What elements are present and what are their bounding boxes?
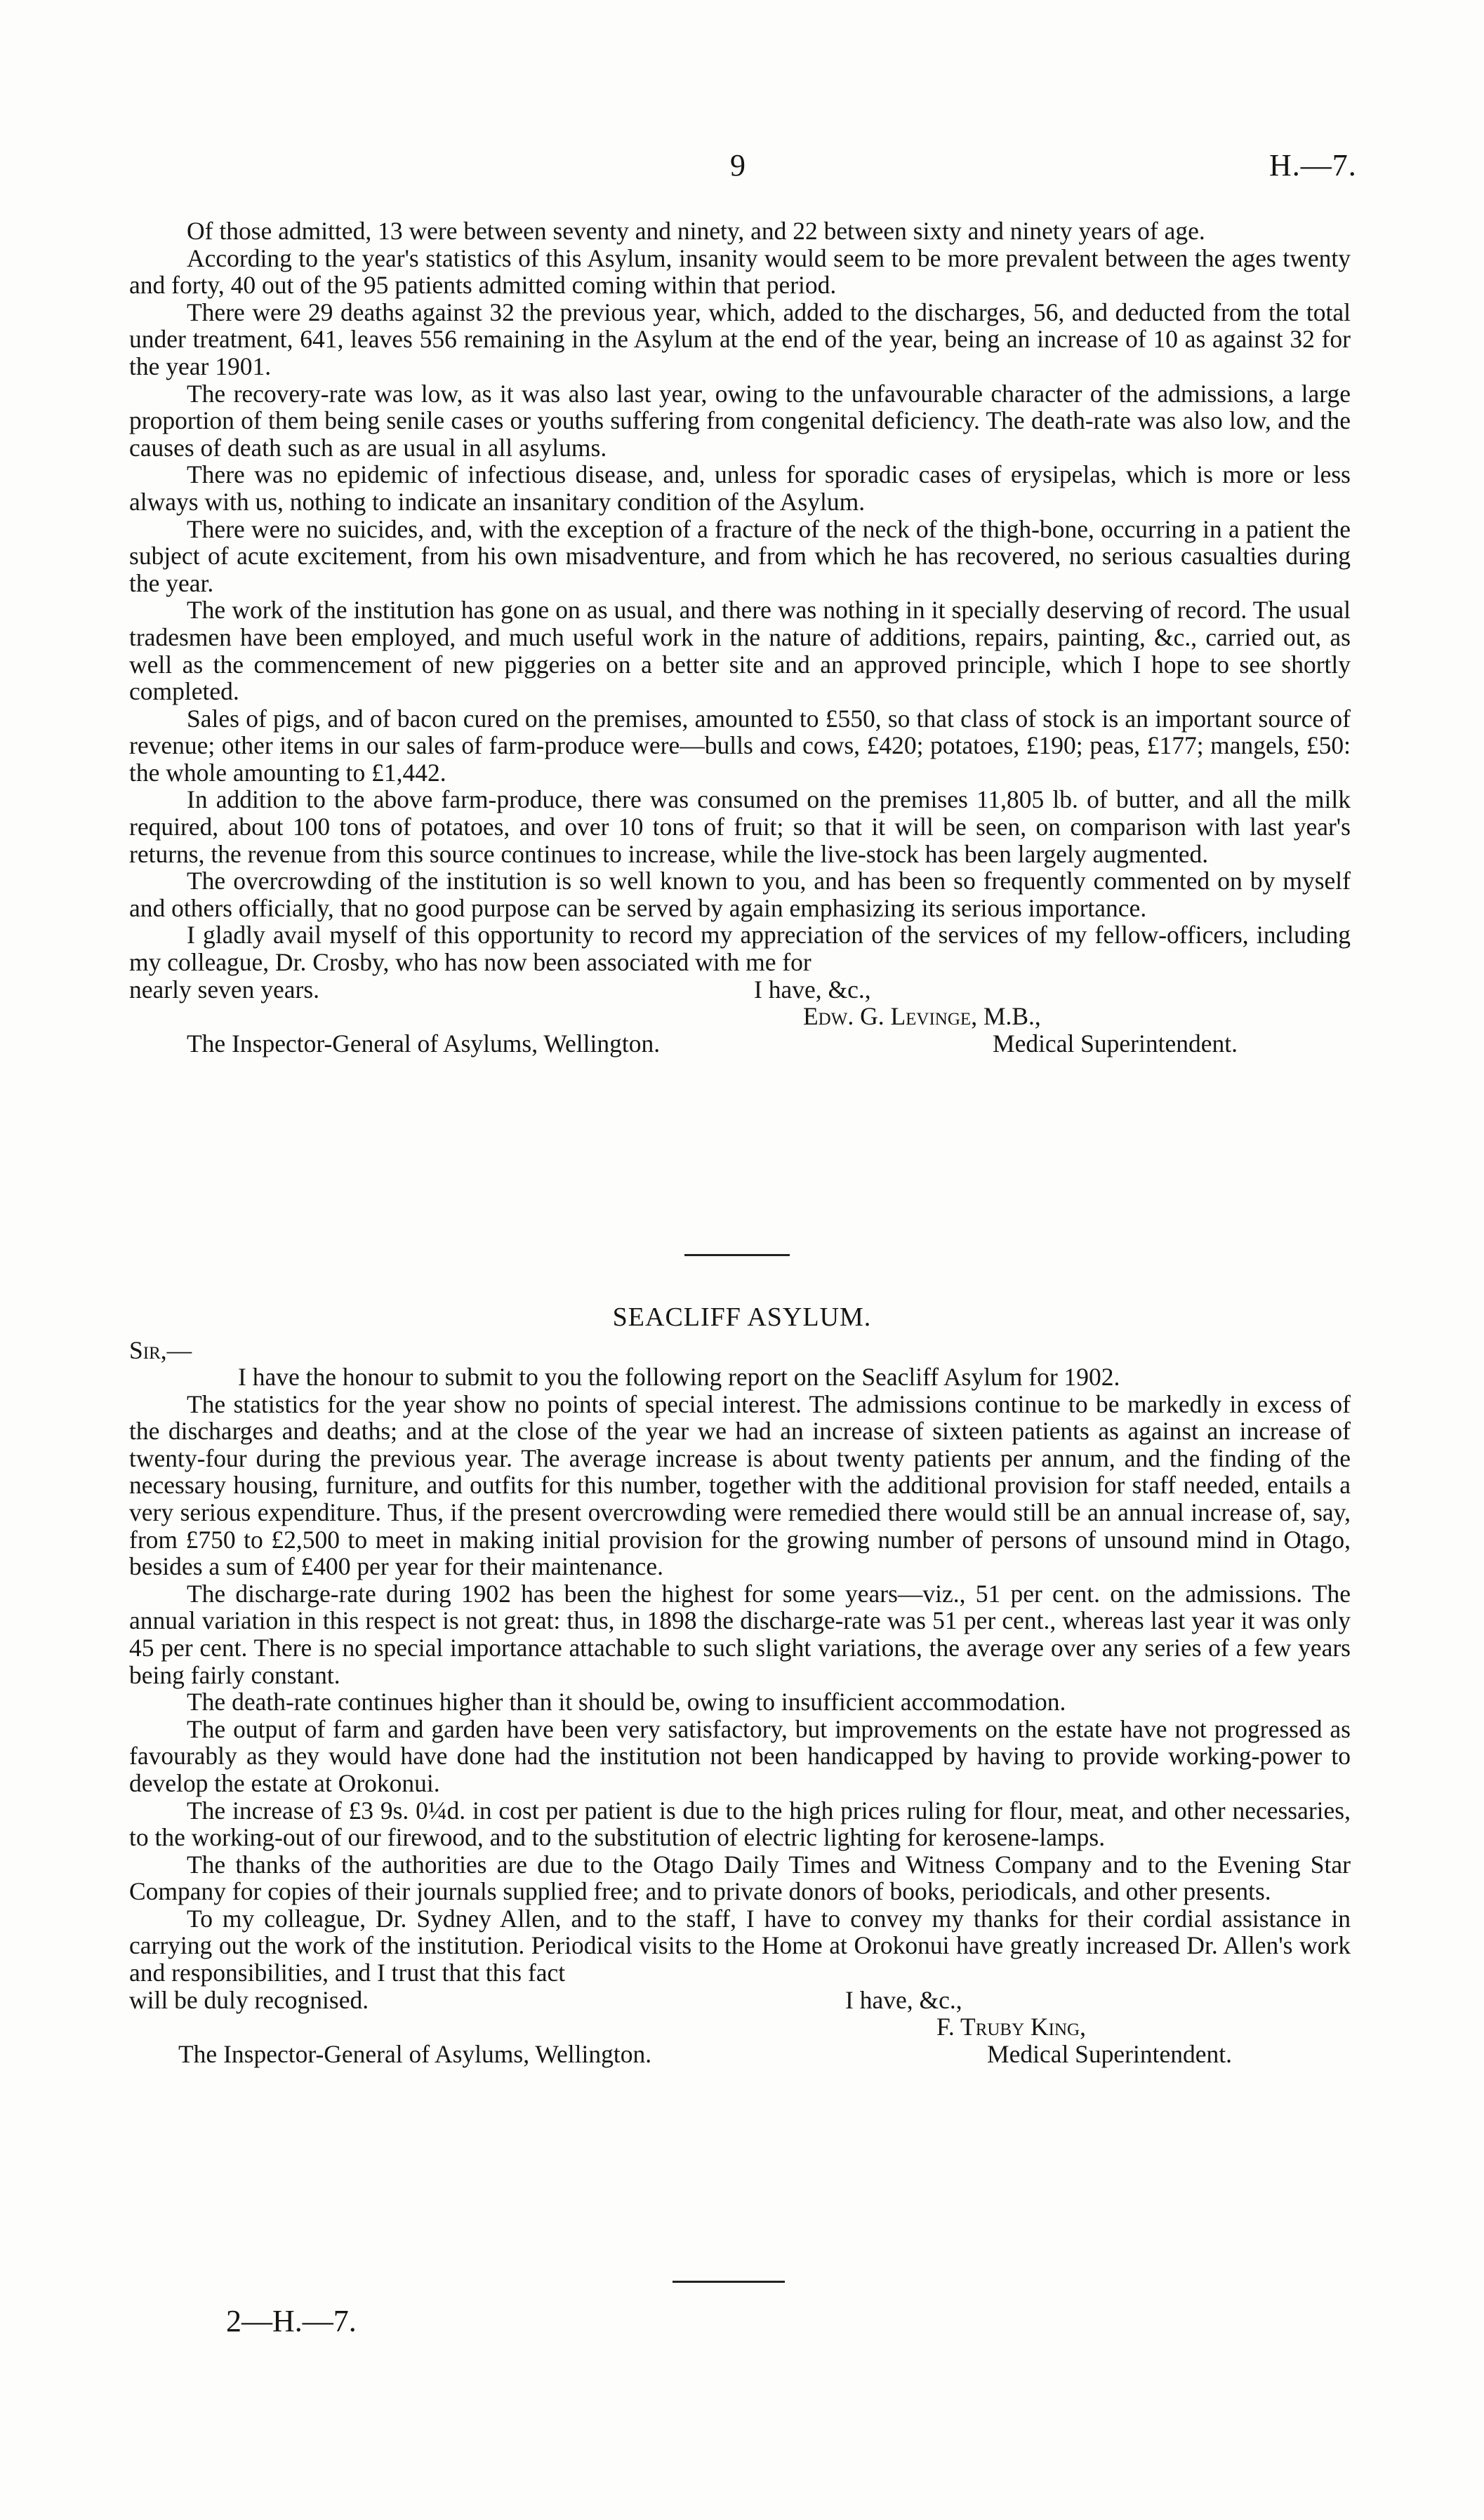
page-number: 9 bbox=[730, 148, 746, 182]
paragraph: There were no suicides, and, with the exception of a fracture of the neck of the thigh-bone, occurring in a patient the subject of acute excitement, from his own misadventure, and from which he has recovered, no serious casualties during the year. bbox=[129, 514, 1351, 597]
closing: I have, &c., bbox=[754, 975, 871, 1004]
signature-mark: 2—H.—7. bbox=[226, 2304, 357, 2338]
paragraph: In addition to the above farm-produce, there was consumed on the premises 11,805 lb. of butter, and all the milk required, about 100 tons of potatoes, and over 10 tons of fruit; so that it will be seen, on comparison with last year's returns, the revenue from this source continues to increase, while the live-stock has been largely augmented. bbox=[129, 785, 1351, 868]
paragraph: There were 29 deaths against 32 the previous year, which, added to the discharges, 56, and deducted from the total under treatment, 641, leaves 556 remaining in the Asylum at the end of the year, being an increase of 10 as against 32 for the year 1901. bbox=[129, 298, 1351, 380]
paragraph: The increase of £3 9s. 0¼d. in cost per patient is due to the high prices ruling for flour, meat, and other necessaries, to the working-out of our firewood, and to the substitution of electric lighting for kerosene-lamps. bbox=[129, 1796, 1351, 1852]
signatory-degree: , bbox=[1080, 2013, 1086, 2041]
signatory-degree: , M.B., bbox=[971, 1002, 1041, 1031]
paragraph: The thanks of the authorities are due to the Otago Daily Times and Witness Company and to the Evening Star Company for copies of their journals supplied free; and to private donors of books, periodicals, and other presents. bbox=[129, 1850, 1351, 1906]
document-reference: H.—7. bbox=[1269, 148, 1357, 182]
closing-row bbox=[129, 1987, 1351, 2014]
signatory-title: Medical Superintendent. bbox=[987, 2039, 1232, 2068]
signatory-row bbox=[129, 1003, 1351, 1030]
section-title: SEACLIFF ASYLUM. bbox=[612, 1302, 872, 1332]
closing-line-start: will be duly recognised. bbox=[129, 1985, 369, 2014]
paragraph: Of those admitted, 13 were between seventy and ninety, and 22 between sixty and ninety years of age. bbox=[187, 217, 1205, 245]
signatory-title: Medical Superintendent. bbox=[993, 1029, 1238, 1058]
paragraph: There was no epidemic of infectious disease, and, unless for sporadic cases of erysipelas, which is more or less always with us, nothing to indicate an insanitary condition of the Asylum. bbox=[129, 460, 1351, 516]
asylum-report-body bbox=[129, 218, 1351, 1057]
paragraph: I have the honour to submit to you the following report on the Seacliff Asylum for 1902. bbox=[238, 1363, 1120, 1391]
paragraph: The statistics for the year show no points of special interest. The admissions continue to be markedly in excess of the discharges and deaths; and at the close of the year we had an increase of sixteen patients as against an increase of twenty-four during the previous year. The average increase is about twenty patients per annum, and the finding of the necessary housing, furniture, and outfits for this number, together with the additional provision for staff needed, entails a very serious expenditure. Thus, if the present overcrowding were remedied there would still be an annual increase of, say, from £750 to £2,500 to meet in making initial provision for the growing number of persons of unsound mind in Otago, besides a sum of £400 per year for their maintenance. bbox=[129, 1389, 1351, 1581]
paragraph: The overcrowding of the institution is so well known to you, and has been so frequently commented on by myself and others officially, that no good purpose can be served by again emphasizing its serious importance. bbox=[129, 867, 1351, 922]
end-divider bbox=[673, 2281, 785, 2283]
signatory-name: F. Truby King bbox=[936, 2013, 1080, 2041]
paragraph: The death-rate continues higher than it should be, owing to insufficient accommodation. bbox=[187, 1688, 1066, 1716]
addressee-row bbox=[129, 1030, 1351, 1058]
salutation: Sir,— bbox=[129, 1336, 192, 1364]
paragraph: According to the year's statistics of this Asylum, insanity would seem to be more prevalent between the ages twenty and forty, 40 out of the 95 patients admitted coming within that period. bbox=[129, 244, 1351, 300]
signatory bbox=[936, 2013, 1086, 2041]
closing-line-start: nearly seven years. bbox=[129, 975, 320, 1004]
signatory-name: Edw. G. Levinge bbox=[803, 1002, 972, 1031]
paragraph: To my colleague, Dr. Sydney Allen, and to the staff, I have to convey my thanks for their cordial assistance in carrying out the work of the institution. Periodical visits to the Home at Orokonui have greatly increased Dr. Allen's work and responsibilities, and I trust that this fact bbox=[129, 1904, 1351, 1987]
closing: I have, &c., bbox=[845, 1985, 962, 2014]
paragraph: The recovery-rate was low, as it was also last year, owing to the unfavourable character of the admissions, a large proportion of them being senile cases or youths suffering from congenital deficiency. The death-rate was also low, and the causes of death such as are usual in all asylums. bbox=[129, 379, 1351, 462]
addressee: The Inspector-General of Asylums, Wellington. bbox=[187, 1029, 661, 1058]
signatory bbox=[803, 1003, 1041, 1030]
paragraph: The work of the institution has gone on as usual, and there was nothing in it specially deserving of record. The usual tradesmen have been employed, and much useful work in the nature of additions, repairs, painting, &c., carried out, as well as the commencement of new piggeries on a better site and an approved principle, which I hope to see shortly completed. bbox=[129, 596, 1351, 706]
addressee-row bbox=[129, 2041, 1351, 2068]
signatory-row bbox=[129, 2013, 1351, 2041]
addressee: The Inspector-General of Asylums, Wellington. bbox=[178, 2039, 652, 2068]
paragraph: The output of farm and garden have been very satisfactory, but improvements on the estate have not progressed as favourably as they would have done had the institution not been handicapped by having to provide working-power to develop the estate at Orokonui. bbox=[129, 1714, 1351, 1797]
closing-row bbox=[129, 976, 1351, 1004]
paragraph: The discharge-rate during 1902 has been the highest for some years—viz., 51 per cent. on the admissions. The annual variation in this respect is not great: thus, in 1898 the discharge-rate was 51 per cent., whereas last year it was only 45 per cent. There is no special importance attachable to such slight variations, the average over any series of a few years being fairly constant. bbox=[129, 1579, 1351, 1689]
paragraph: Sales of pigs, and of bacon cured on the premises, amounted to £550, so that class of stock is an important source of revenue; other items in our sales of farm-produce were—bulls and cows, £420; potatoes, £190; peas, £177; mangels, £50: the whole amounting to £1,442. bbox=[129, 704, 1351, 787]
section-divider bbox=[684, 1254, 790, 1256]
paragraph: I gladly avail myself of this opportunity to record my appreciation of the services of my fellow-officers, including my colleague, Dr. Crosby, who has now been associated with me for bbox=[129, 921, 1351, 977]
seacliff-report-body bbox=[129, 1364, 1351, 2067]
